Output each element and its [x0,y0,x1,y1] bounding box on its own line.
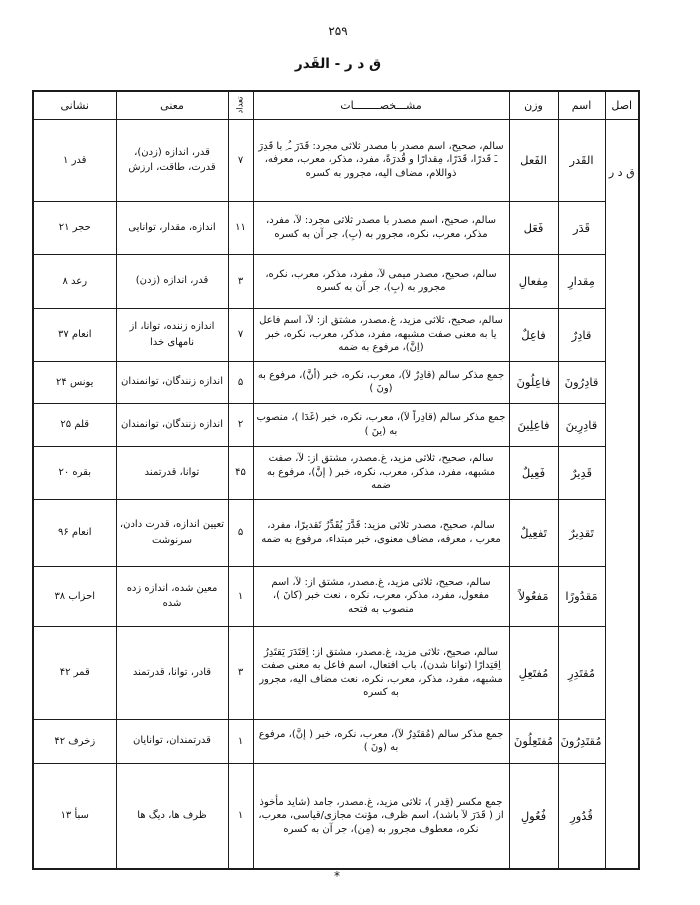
count-cell: ۳ [228,254,253,308]
address-cell: انعام ۹۶ [33,499,116,566]
ism-cell: قادِرُونَ [558,361,605,403]
header-row [33,91,639,119]
details-cell: سالم، صحیح، ثلاثی مزید، غ.مصدر، مشتق از: ﻵ، اسم مفعول، مفرد، مذکر، معرب، نکره ، نعت خبر (کانَ )، منصوب به فتحه [253,566,509,626]
details-cell: جمع مذکر سالم (مُقتَدِرٌ ﻵ)، معرب، نکره، خبر ( إنَّ)، مرفوع به (ونَ ) [253,719,509,763]
details-cell: سالم، صحیح، ثلاثی مزید، غ.مصدر، مشتق از: اِقتَدَرَ یَقتَدِرُ اِقتِدارًا (توانا شدن)، باب افتعال، اسم فاعل به معنی صفت مشبهه، مفرد، مذکر، معرب، نکره، نعت مضاف الیه، مجرور به کسره [253,626,509,719]
page-title: ق د ر - القَدر [294,56,382,72]
count-cell: ۱ [228,566,253,626]
count-cell: ۵ [228,361,253,403]
wazn-cell: مَفعُولاً [509,566,558,626]
address-cell: قلم ۲۵ [33,403,116,446]
ism-cell: مَقدُورًا [558,566,605,626]
address-cell: حجر ۲۱ [33,201,116,254]
meaning-cell: قدر، اندازه (زدن)، قدرت، طاقت، ارزش [116,119,228,201]
table-row [33,403,639,446]
table-row [33,626,639,719]
ism-cell: قادِرِینَ [558,403,605,446]
meaning-cell: ظرف ها، دیگ ها [116,763,228,869]
details-cell: جمع مکسر (قِدر )، ثلاثی مزید، غ.مصدر، جامد (شاید مأخوذ از ( قَدَرَ ﻵ باشد)، اسم ظرف، مؤنث مجازی/قیاسی، معرب، نکره، معطوف مجرور به (مِن)، جر آن به کسره [253,763,509,869]
header-ism: اسم [558,91,605,119]
header-moshakhasat: مشـــخصــــــــات [253,91,509,119]
meaning-cell: قدر، اندازه (زدن) [116,254,228,308]
address-cell: احزاب ۳۸ [33,566,116,626]
count-cell: ۳ [228,626,253,719]
footnote-star: * [334,869,340,883]
table-row [33,446,639,499]
address-cell: رعد ۸ [33,254,116,308]
address-cell: یونس ۲۴ [33,361,116,403]
meaning-cell: توانا، قدرتمند [116,446,228,499]
count-cell: ۷ [228,308,253,361]
table-row [33,499,639,566]
ism-cell: مُقتَدِرِ [558,626,605,719]
details-cell: سالم، صحیح، مصدر ثلاثی مزید: قَدَّرَ یُقَدِّرُ تَقدیرًا، مفرد، معرب ، معرفه، مضاف معنوی، خبر مبتداء، مرفوع به ضمه [253,499,509,566]
meaning-cell: تعیین اندازه، قدرت دادن، سرنوشت [116,499,228,566]
wazn-cell: فاعِلِینَ [509,403,558,446]
root-analysis-table [32,90,640,870]
ism-cell: قادِرٌ [558,308,605,361]
ism-cell: مُقتَدِرُونَ [558,719,605,763]
count-cell: ۲ [228,403,253,446]
wazn-cell: مُفتَعِلِ [509,626,558,719]
ism-cell: قُدُورِ [558,763,605,869]
count-cell: ۷ [228,119,253,201]
table-row [33,119,639,201]
address-cell: قدر ۱ [33,119,116,201]
wazn-cell: مِفعالِ [509,254,558,308]
header-tedad-label: تعداد [235,96,245,114]
wazn-cell: فاعِلٌ [509,308,558,361]
table-row [33,361,639,403]
meaning-cell: اندازه زنندگان، توانمندان [116,403,228,446]
address-cell: زخرف ۴۲ [33,719,116,763]
address-cell: بقره ۲۰ [33,446,116,499]
meaning-cell: قدرتمندان، توانایان [116,719,228,763]
wazn-cell: فُعُولِ [509,763,558,869]
count-cell: ۱ [228,719,253,763]
table-row [33,308,639,361]
details-cell: جمع مذکر سالم (قادِرٌ ﻵ)، معرب، نکره، خبر (أنَّ)، مرفوع به (ونَ ) [253,361,509,403]
meaning-cell: اندازه زنندگان، توانمندان [116,361,228,403]
table-row [33,763,639,869]
wazn-cell: فَعِیلٌ [509,446,558,499]
table-row [33,254,639,308]
meaning-cell: اندازه زننده، توانا، از نامهای خدا [116,308,228,361]
header-neshani: نشانی [33,91,116,119]
table-row [33,566,639,626]
ism-cell: القَدر [558,119,605,201]
count-cell: ۱ [228,763,253,869]
count-cell: ۵ [228,499,253,566]
details-cell: سالم، صحیح، اسم مصدر با مصدر ثلاثی مجرد: قَدَرَ ـُ ِ با قَدِرَ ـَ قَدرًا، قَدَرًا، مِقدارًا و قُدرَةً، مفرد، مذکر، معرب، معرفه، ذواللام، مضاف الیه، مجرور به کسره [253,119,509,201]
meaning-cell: اندازه، مقدار، توانایی [116,201,228,254]
wazn-cell: فاعِلُونَ [509,361,558,403]
count-cell: ۱۱ [228,201,253,254]
header-asl: اصل [605,91,639,119]
ism-cell: مِقدارِ [558,254,605,308]
wazn-cell: الفَعل [509,119,558,201]
address-cell: انعام ۳۷ [33,308,116,361]
ism-cell: قَدِیرٌ [558,446,605,499]
meaning-cell: قادر، توانا، قدرتمند [116,626,228,719]
details-cell: سالم، صحیح، مصدر میمی ﻵ، مفرد، مذکر، معرب، نکره، مجرور به (بِ)، جر آن به کسره [253,254,509,308]
wazn-cell: تَفعِیلٌ [509,499,558,566]
address-cell: سبأ ۱۳ [33,763,116,869]
header-tedad [228,91,253,119]
address-cell: قمر ۴۲ [33,626,116,719]
details-cell: جمع مذکر سالم (قادِراً ﻵ)، معرب، نکره، خبر (غَدَا )، منصوب به (ینَ ) [253,403,509,446]
table-row [33,201,639,254]
header-mani: معنی [116,91,228,119]
details-cell: سالم، صحیح، ثلاثی مزید، غ.مصدر، مشتق از: ﻵ، صفت مشبهه، مفرد، مذکر، معرب، نکره، خبر ( إنَّ)، مرفوع به ضمه [253,446,509,499]
wazn-cell: مُفتَعِلُونَ [509,719,558,763]
table-row [33,719,639,763]
details-cell: سالم، صحیح، ثلاثی مزید، غ.مصدر، مشتق از: ﻵ، اسم فاعل یا به معنی صفت مشبهه، مفرد، مذکر، معرب، نکره، خبر (اِنَّ)، مرفوع به ضمه [253,308,509,361]
page-number: ۲۵۹ [328,24,348,38]
meaning-cell: معین شده، اندازه زده شده [116,566,228,626]
ism-cell: قَدَر [558,201,605,254]
wazn-cell: فَعَل [509,201,558,254]
root-cell: ق د ر [605,119,639,869]
ism-cell: تَقدِیرٌ [558,499,605,566]
details-cell: سالم، صحیح، اسم مصدر با مصدر ثلاثی مجرد: ﻵ، مفرد، مذکر، معرب، نکره، مجرور به (بِ)، جر آن به کسره [253,201,509,254]
header-wazn: وزن [509,91,558,119]
count-cell: ۴۵ [228,446,253,499]
